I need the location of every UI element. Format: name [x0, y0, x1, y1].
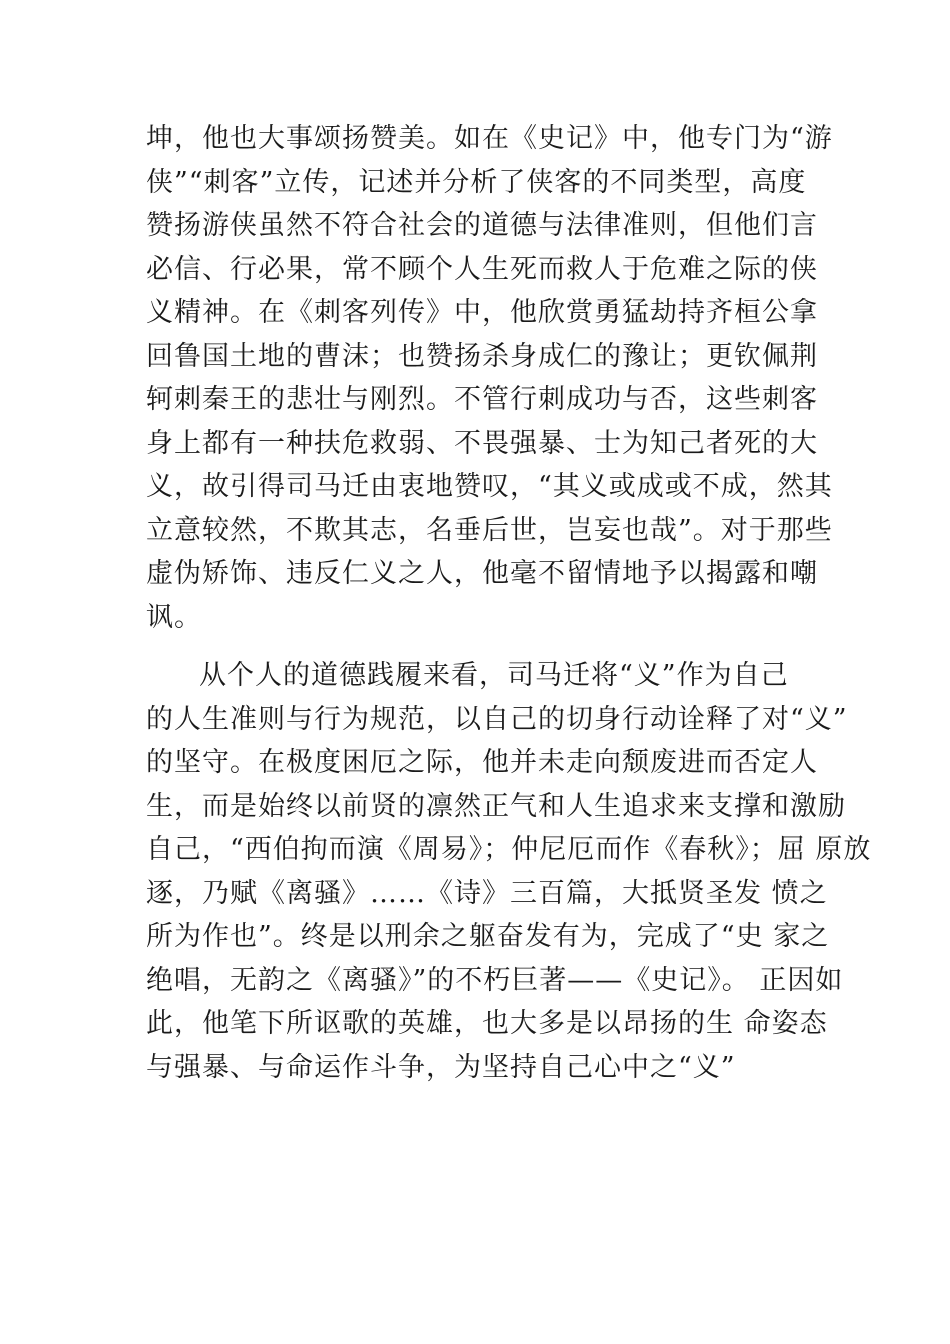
text-line: 义精神。在《刺客列传》中，他欣赏勇猛劫持齐桓公拿 — [146, 297, 818, 328]
text-line: 的人生准则与行为规范，以自己的切身行动诠释了对“义” — [146, 703, 848, 735]
text-line: 逐，乃赋《离骚》……《诗》三百篇，大抵贤圣发 愤之 — [146, 877, 828, 909]
text-line: 赞扬游侠虽然不符合社会的道德与法律准则，但他们言 — [146, 210, 818, 241]
text-line: 义，故引得司马迁由衷地赞叹，“其义或成或不成，然其 — [146, 471, 833, 502]
text-line: 侠”“刺客”立传，记述并分析了侠客的不同类型，高度 — [146, 166, 807, 198]
text-line: 所为作也”。终是以刑余之躯奋发有为，完成了“史 家之 — [146, 921, 830, 952]
paragraph-2 — [146, 654, 872, 1089]
text-line: 与强暴、与命运作斗争，为坚持自己心中之“义” — [146, 1051, 736, 1083]
text-line: 身上都有一种扶危救弱、不畏强暴、士为知己者死的大 — [146, 427, 818, 459]
text-line: 此，他笔下所讴歌的英雄，也大多是以昂扬的生 命姿态 — [146, 1008, 828, 1039]
text-line: 绝唱，无韵之《离骚》”的不朽巨著——《史记》。 正因如 — [146, 964, 844, 996]
text-line-indented: 从个人的道德践履来看，司马迁将“义”作为自己 — [199, 660, 789, 691]
text-line: 轲刺秦王的悲壮与刚烈。不管行刺成功与否，这些刺客 — [146, 384, 818, 415]
text-line: 生，而是始终以前贤的凛然正气和人生追求来支撑和激励 — [146, 790, 846, 822]
text-line: 虚伪矫饰、违反仁义之人，他毫不留情地予以揭露和嘲 — [146, 558, 818, 589]
text-line: 的坚守。在极度困厄之际，他并未走向颓废进而否定人 — [146, 747, 818, 778]
text-line: 立意较然，不欺其志，名垂后世，岂妄也哉”。对于那些 — [146, 514, 833, 546]
text-line: 必信、行必果，常不顾个人生死而救人于危难之际的侠 — [146, 253, 818, 285]
text-line: 坤，他也大事颂扬赞美。如在《史记》中，他专门为“游 — [146, 123, 833, 154]
text-line: 自己，“西伯拘而演《周易》；仲尼厄而作《春秋》；屈 原放 — [146, 834, 872, 865]
text-line: 回鲁国土地的曹沫；也赞扬杀身成仁的豫让；更钦佩荆 — [146, 340, 818, 372]
text-line: 讽。 — [146, 601, 202, 633]
paragraph-1 — [146, 117, 846, 639]
